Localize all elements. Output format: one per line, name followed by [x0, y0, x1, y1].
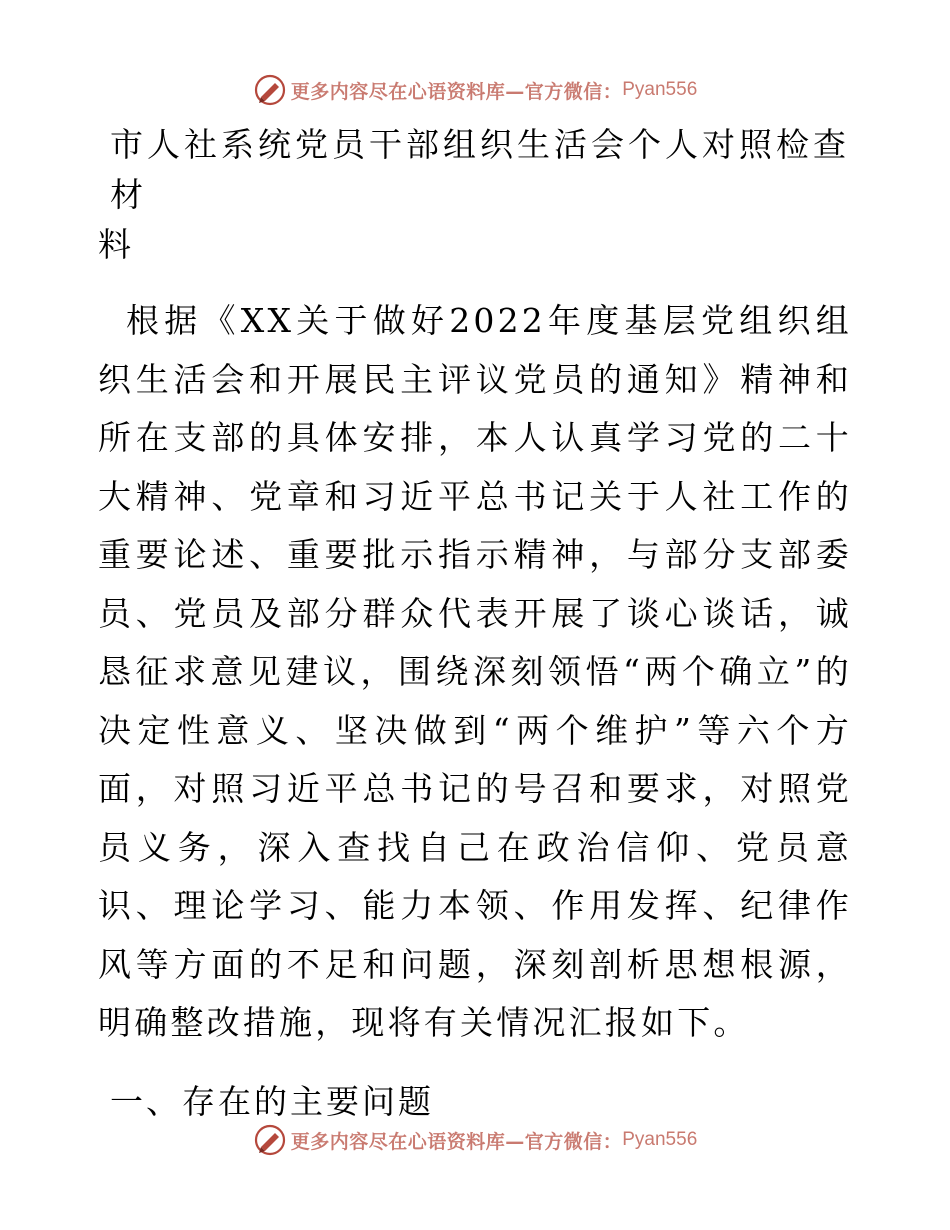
watermark-brand-text: 更多内容尽在心语资料库—官方微信： — [290, 1130, 623, 1153]
header-watermark — [0, 70, 950, 110]
section-heading: 一、存在的主要问题 — [110, 1081, 434, 1121]
pen-logo-icon — [253, 1123, 287, 1157]
document-title-line2: 料 — [98, 225, 135, 264]
watermark-wechat-id: Pyan556 — [622, 1129, 698, 1150]
document-body — [98, 120, 852, 1127]
footer-watermark — [0, 1120, 950, 1160]
document-title — [98, 120, 852, 270]
watermark-brand-text: 更多内容尽在心语资料库—官方微信： — [290, 80, 623, 103]
intro-paragraph: 根据《XX关于做好2022年度基层党组织组织生活会和开展民主评议党员的通知》精神和所在支部的具体安排，本人认真学习党的二十大精神、党章和习近平总书记关于人社工作的重要论述、重要批示指示精神，与部分支部委员、党员及部分群众代表开展了谈心谈话，诚恳征求意见建议，围绕深刻领悟“两个确立”的决定性意义、坚决做到“两个维护”等六个方面，对照习近平总书记的号召和要求，对照党员义务，深入查找自己在政治信仰、党员意识、理论学习、能力本领、作用发挥、纪律作风等方面的不足和问题，深刻剖析思想根源，明确整改措施，现将有关情况汇报如下。 — [98, 301, 852, 1042]
document-title-line1: 市人社系统党员干部组织生活会个人对照检查材 — [110, 125, 850, 214]
watermark-wechat-id: Pyan556 — [622, 79, 698, 100]
pen-logo-icon — [253, 73, 287, 107]
